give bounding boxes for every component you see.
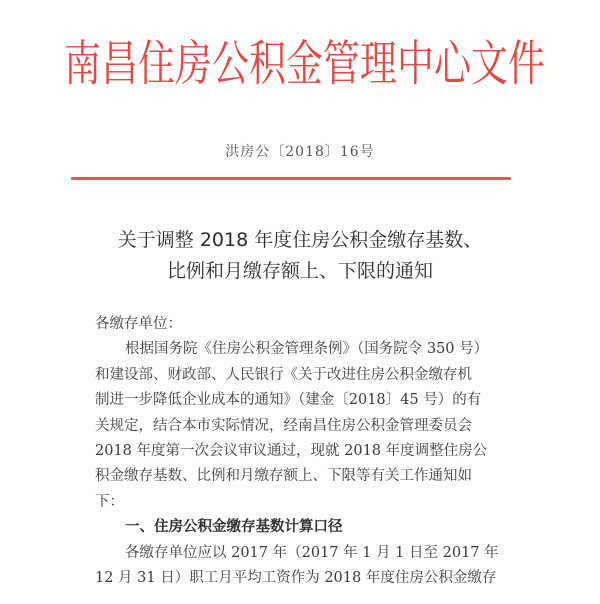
- section-1-line-1: 各缴存单位应以 2017 年（2017 年 1 月 1 日至 2017 年: [125, 544, 499, 561]
- paragraph-1-line-3: 制进一步降低企业成本的通知》（建金〔2018〕45 号）的有: [95, 392, 482, 409]
- salutation: 各缴存单位：: [95, 316, 182, 332]
- document-number: 洪房公〔2018〕16号: [225, 144, 375, 160]
- paragraph-1-line-6: 积金缴存基数、比例和月缴存额上、下限等有关工作通知如: [95, 468, 472, 485]
- notice-title-line-1: 关于调整 2018 年度住房公积金缴存基数、: [117, 229, 483, 251]
- paragraph-1-line-2: 和建设部、财政部、人民银行《关于改进住房公积金缴存机: [95, 366, 472, 383]
- paragraph-1-line-5: 2018 年度第一次会议审议通过，现就 2018 年度调整住房公: [95, 443, 488, 460]
- section-1-line-2: 12 月 31 日）职工月平均工资作为 2018 年度住房公积金缴存: [95, 570, 497, 587]
- paragraph-1-line-1: 根据国务院《住房公积金管理条例》（国务院令 350 号）: [125, 341, 489, 358]
- paragraph-1-line-4: 关规定，结合本市实际情况，经南昌住房公积金管理委员会: [95, 417, 472, 434]
- document-header-title: 南昌住房公积金管理中心文件: [64, 35, 545, 92]
- notice-title: [0, 225, 600, 287]
- document-body: [95, 312, 507, 591]
- header-red-divider: [71, 177, 511, 180]
- notice-title-line-2: 比例和月缴存额上、下限的通知: [166, 260, 433, 282]
- section-1-heading: 一、住房公积金缴存基数计算口径: [125, 519, 343, 536]
- paragraph-1-line-7: 下：: [95, 493, 124, 510]
